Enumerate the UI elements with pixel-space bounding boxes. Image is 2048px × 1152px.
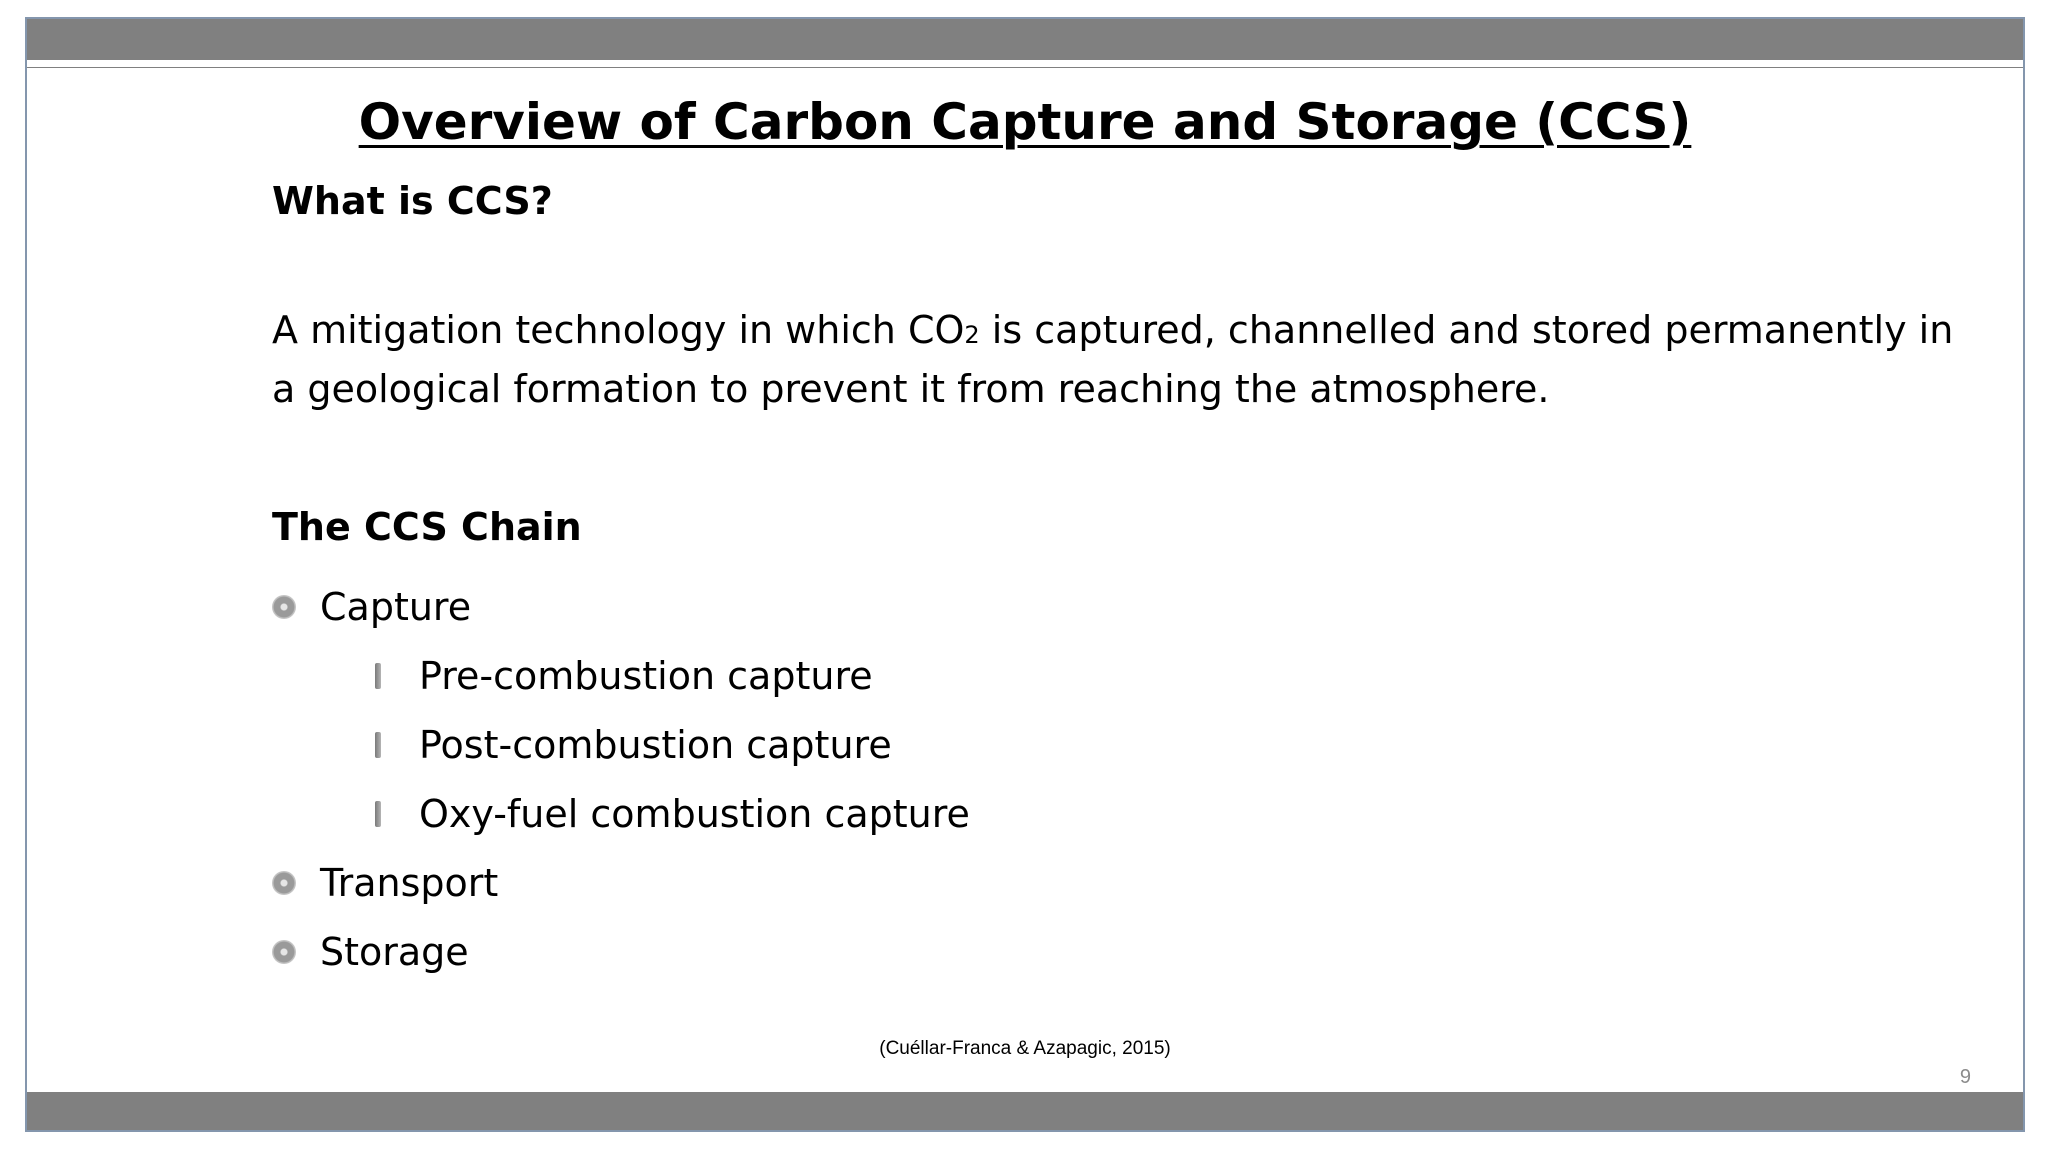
sub-list-item-label: Post-combustion capture (419, 723, 892, 767)
bar-bullet-icon (375, 663, 381, 689)
bar-bullet-icon (375, 732, 381, 758)
list-item-storage (272, 930, 469, 974)
top-divider (27, 67, 2023, 68)
sub-list-item-label: Pre-combustion capture (419, 654, 873, 698)
sub-list-item-post-combustion (352, 723, 892, 767)
circle-bullet-icon (272, 595, 296, 619)
list-item-label: Capture (320, 585, 472, 629)
definition-paragraph (272, 303, 1972, 416)
definition-text-start: A mitigation technology in which CO (272, 308, 965, 352)
list-item-capture (272, 585, 471, 629)
definition-text-end: is captured, channelled and stored permanently in a geological formation to prevent it from reaching the atmosphere. (272, 308, 1954, 411)
section-heading-ccs-chain: The CCS Chain (272, 505, 582, 549)
bar-bullet-icon (375, 801, 381, 827)
list-item-label: Transport (320, 861, 499, 905)
circle-bullet-icon (272, 940, 296, 964)
section-heading-what-is-ccs: What is CCS? (272, 179, 553, 223)
co2-subscript: 2 (964, 321, 980, 349)
slide-title: Overview of Carbon Capture and Storage (CCS) (358, 93, 1692, 151)
sub-list-item-pre-combustion (352, 654, 873, 698)
list-item-label: Storage (320, 930, 469, 974)
list-item-transport (272, 861, 498, 905)
circle-bullet-icon (272, 871, 296, 895)
top-bar (27, 19, 2023, 60)
slide (25, 17, 2025, 1132)
bottom-bar (27, 1092, 2023, 1130)
citation: (Cuéllar-Franca & Azapagic, 2015) (879, 1038, 1171, 1059)
sub-list-item-label: Oxy-fuel combustion capture (419, 792, 970, 836)
sub-list-item-oxy-fuel (352, 792, 970, 836)
page-number: 9 (1959, 1066, 1971, 1088)
